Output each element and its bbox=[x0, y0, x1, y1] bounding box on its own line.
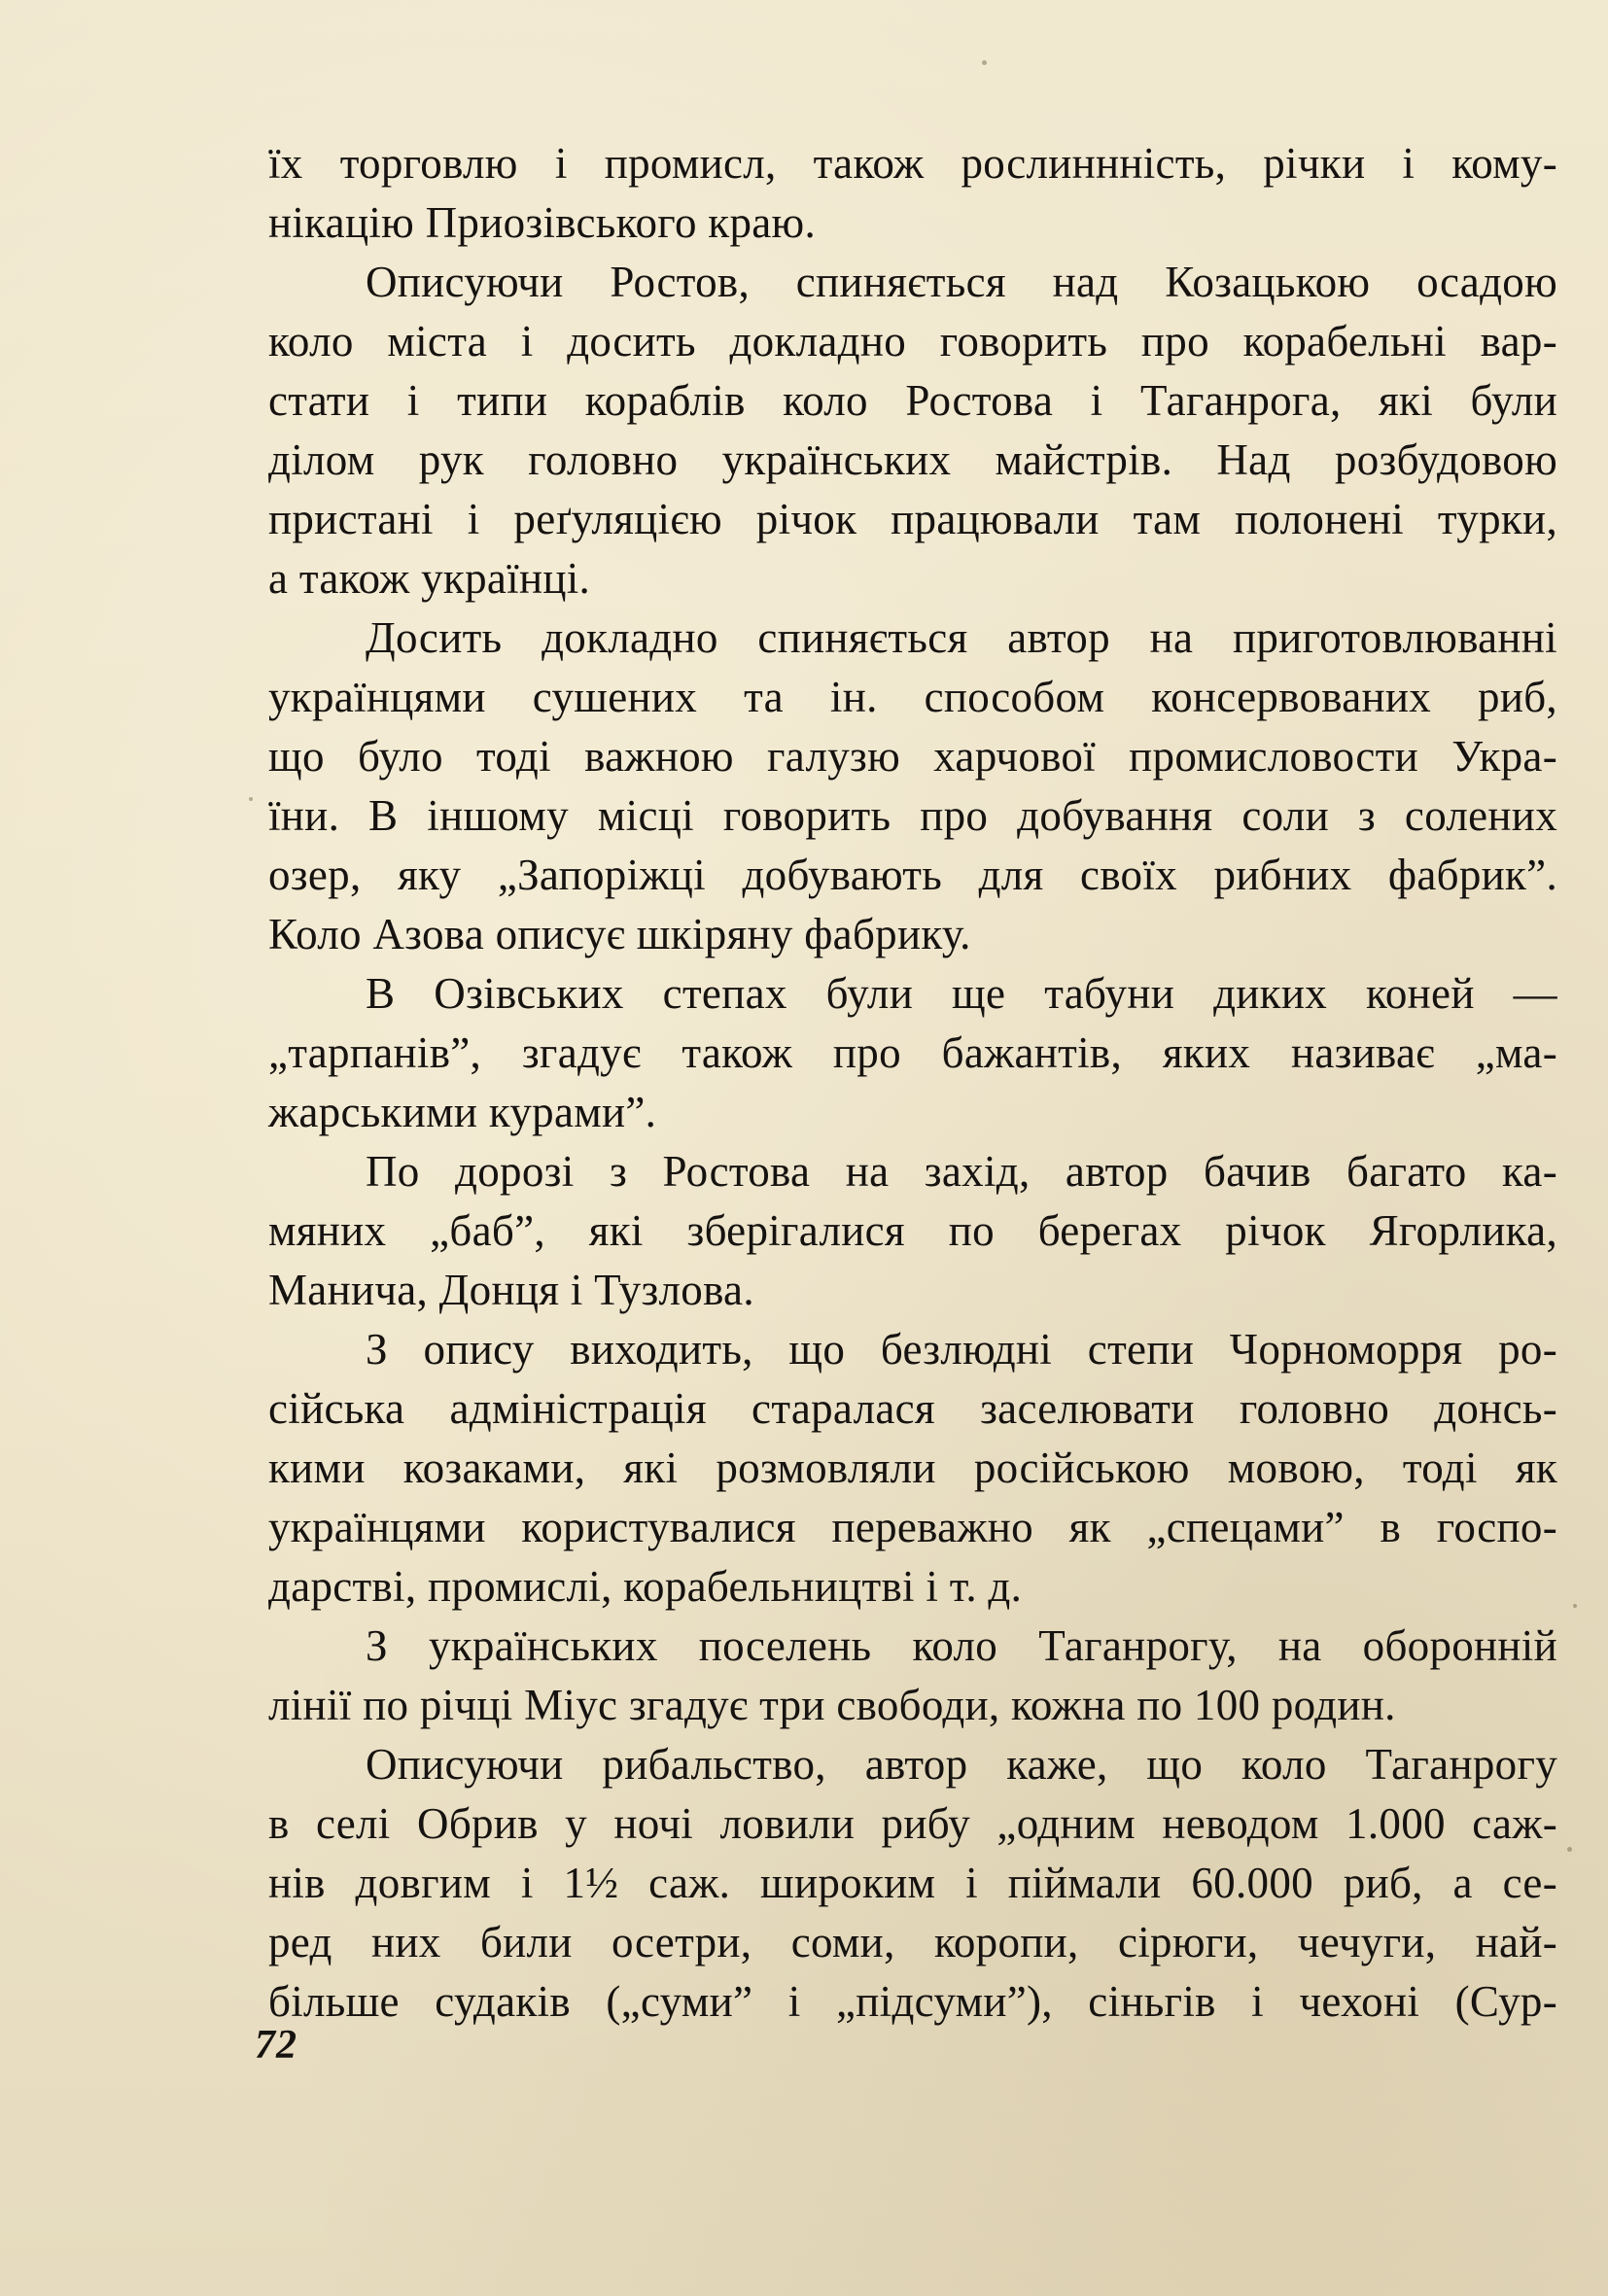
text-line: лінії по річці Міус згадує три свободи, кожна по 100 родин. bbox=[268, 1681, 1396, 1729]
text-line: мяних „баб”, які зберігалися по берегах річок Ягорлика, bbox=[268, 1206, 1557, 1255]
page-body-text bbox=[268, 134, 1557, 2032]
text-line: жарськими курами”. bbox=[268, 1088, 657, 1136]
text-line: озер, яку „Запоріжці добувають для своїх рибних фабрик”. bbox=[268, 851, 1557, 899]
text-line: їх торговлю і промисл, також рослиннність, річки і кому- bbox=[268, 139, 1557, 188]
text-line: а також українці. bbox=[268, 554, 591, 603]
text-line: Манича, Донця і Тузлова. bbox=[268, 1266, 754, 1314]
text-line: По дорозі з Ростова на захід, автор бачив багато ка- bbox=[366, 1147, 1557, 1196]
text-line: більше судаків („суми” і „підсуми”), сіньгів і чехоні (Сур- bbox=[268, 1977, 1557, 2026]
text-line: Описуючи рибальство, автор каже, що коло Таганрогу bbox=[366, 1740, 1557, 1789]
text-line: Коло Азова описує шкіряну фабрику. bbox=[268, 910, 971, 958]
paper-speck bbox=[982, 60, 987, 65]
text-line: Описуючи Ростов, спиняється над Козацькою осадою bbox=[366, 258, 1557, 306]
text-line: З українських поселень коло Таганрогу, на оборонній bbox=[366, 1621, 1557, 1670]
text-line: дарстві, промислі, корабельництві і т. д. bbox=[268, 1562, 1023, 1611]
text-line: пристані і реґуляцією річок працювали там полонені турки, bbox=[268, 495, 1557, 543]
text-line: їни. В іншому місці говорить про добування соли з солених bbox=[268, 791, 1557, 840]
text-line: в селі Обрив у ночі ловили рибу „одним неводом 1.000 саж- bbox=[268, 1799, 1557, 1848]
text-line: З опису виходить, що безлюдні степи Чорноморря ро- bbox=[366, 1325, 1557, 1374]
text-line: Досить докладно спиняється автор на приготовлюванні bbox=[366, 613, 1557, 662]
text-line: що було тоді важною галузю харчової промисловости Укра- bbox=[268, 732, 1557, 781]
text-line: нів довгим і 1½ саж. широким і піймали 60.000 риб, а се- bbox=[268, 1859, 1557, 1907]
text-line: українцями сушених та ін. способом консервованих риб, bbox=[268, 673, 1557, 721]
text-line: сійська адміністрація старалася заселювати головно донсь- bbox=[268, 1384, 1557, 1433]
text-line: ділом рук головно українських майстрів. Над розбудовою bbox=[268, 435, 1557, 484]
text-line: нікацію Приозівського краю. bbox=[268, 198, 816, 247]
paper-speck bbox=[1573, 1604, 1577, 1608]
page-number: 72 bbox=[255, 2023, 297, 2068]
text-line: ред них били осетри, соми, коропи, сірюги, чечуги, най- bbox=[268, 1918, 1557, 1966]
paper-speck bbox=[249, 797, 253, 801]
text-line: коло міста і досить докладно говорить про корабельні вар- bbox=[268, 317, 1557, 365]
text-line: кими козаками, які розмовляли російською мовою, тоді як bbox=[268, 1444, 1557, 1492]
text-line: українцями користувалися переважно як „спецами” в госпо- bbox=[268, 1503, 1557, 1551]
paper-speck bbox=[1567, 1847, 1572, 1852]
text-line: В Озівських степах були ще табуни диких коней — bbox=[366, 969, 1557, 1018]
text-line: „тарпанів”, згадує також про бажантів, яких називає „ма- bbox=[268, 1028, 1557, 1077]
text-line: стати і типи кораблів коло Ростова і Таганрога, які були bbox=[268, 376, 1557, 425]
